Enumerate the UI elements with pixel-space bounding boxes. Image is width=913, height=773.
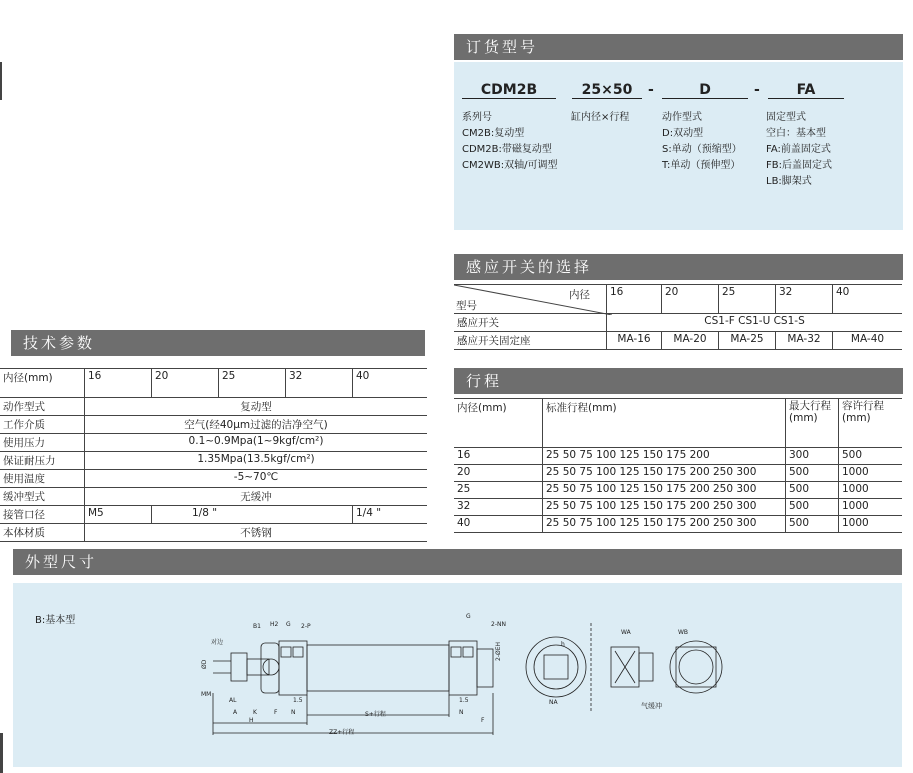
dim-label-f: F bbox=[274, 709, 278, 716]
dim-label-b1: B1 bbox=[253, 623, 261, 630]
dim-label-2p: 2-P bbox=[301, 623, 311, 630]
left-edge-mark-top bbox=[0, 62, 2, 100]
stroke-head-bore: 内径(mm) bbox=[454, 399, 543, 448]
tech-row-label: 缓冲型式 bbox=[0, 488, 85, 506]
tech-row-value: 无缓冲 bbox=[85, 488, 428, 506]
stroke-std: 25 50 75 100 125 150 175 200 bbox=[543, 448, 786, 465]
dim-label-a: A bbox=[233, 709, 238, 716]
stroke-max: 300 bbox=[786, 448, 839, 465]
order-code-size: 25×50 bbox=[572, 82, 642, 99]
stroke-std: 25 50 75 100 125 150 175 200 250 300 bbox=[543, 499, 786, 516]
sensor-section-header: 感应开关的选择 bbox=[454, 254, 903, 280]
tech-size-25: 25 bbox=[219, 369, 286, 398]
stroke-allow: 1000 bbox=[839, 499, 903, 516]
dim-label-h: H bbox=[249, 717, 254, 724]
order-series-notes: 系列号 CM2B:复动型 CDM2B:带磁复动型 CM2WB:双轴/可调型 bbox=[462, 112, 558, 171]
front-view-outer bbox=[526, 637, 586, 697]
stroke-bore: 32 bbox=[454, 499, 543, 516]
dim-label-k: K bbox=[253, 709, 257, 716]
tech-port-14: 1/4 " bbox=[353, 506, 428, 524]
sensor-size-20: 20 bbox=[662, 285, 719, 314]
dims-type-label: B:基本型 bbox=[35, 615, 76, 626]
stroke-max: 500 bbox=[786, 482, 839, 499]
tech-size-40: 40 bbox=[353, 369, 428, 398]
sensor-row1-label: 感应开关 bbox=[454, 314, 607, 332]
sensor-size-40: 40 bbox=[833, 285, 903, 314]
stroke-allow: 500 bbox=[839, 448, 903, 465]
tech-port-label: 接管口径 bbox=[0, 506, 85, 524]
stroke-head-allow: 容许行程(mm) bbox=[839, 399, 903, 448]
dim-label-g: G bbox=[286, 621, 291, 628]
dims-section-header: 外型尺寸 bbox=[13, 549, 902, 575]
order-code-action: D bbox=[662, 82, 748, 99]
stroke-std: 25 50 75 100 125 150 175 200 250 300 bbox=[543, 516, 786, 533]
front-port bbox=[281, 647, 291, 657]
rear-port bbox=[463, 647, 473, 657]
stroke-head-max: 最大行程(mm) bbox=[786, 399, 839, 448]
rear-view-outer bbox=[670, 641, 722, 693]
stroke-max: 500 bbox=[786, 499, 839, 516]
side-view-boss bbox=[639, 653, 653, 681]
tech-material-label: 本体材质 bbox=[0, 524, 85, 542]
rod-nut bbox=[231, 653, 247, 681]
order-mount-notes: 固定型式 空白：基本型 FA:前盖固定式 FB:后盖固定式 LB:脚架式 bbox=[766, 112, 832, 187]
stroke-allow: 1000 bbox=[839, 482, 903, 499]
rear-boss bbox=[477, 649, 493, 687]
stroke-bore: 16 bbox=[454, 448, 543, 465]
dim-label-air-cushion: 气缓冲 bbox=[641, 702, 662, 710]
dim-label-1-5-rear: 1.5 bbox=[459, 697, 469, 704]
dim-label-flats: 对边 bbox=[211, 639, 224, 646]
table-row bbox=[454, 516, 902, 533]
dim-label-2eh: 2-ØEH bbox=[495, 641, 502, 661]
tech-table bbox=[0, 368, 427, 542]
tech-row-value: 空气(经40μm过滤的洁净空气) bbox=[85, 416, 428, 434]
rear-view-hex bbox=[676, 647, 716, 687]
stroke-max: 500 bbox=[786, 465, 839, 482]
dim-label-1-5-front: 1.5 bbox=[293, 697, 303, 704]
stroke-head-std: 标准行程(mm) bbox=[543, 399, 786, 448]
tech-size-32: 32 bbox=[286, 369, 353, 398]
dims-panel bbox=[13, 583, 902, 767]
rear-view-inner bbox=[679, 650, 713, 684]
sensor-mount-32: MA-32 bbox=[776, 332, 833, 350]
table-row bbox=[454, 499, 902, 516]
order-size-notes: 缸内径×行程 bbox=[571, 112, 630, 123]
order-code-panel bbox=[454, 62, 903, 230]
sensor-diag-bottom: 型号 bbox=[456, 300, 477, 312]
stroke-table bbox=[454, 398, 902, 533]
dim-label-f-rear: F bbox=[481, 717, 485, 724]
dim-label-h-small: h bbox=[561, 641, 565, 648]
tech-row-label: 动作型式 bbox=[0, 398, 85, 416]
dim-label-d: ØD bbox=[201, 659, 208, 669]
front-view-inner bbox=[534, 645, 578, 689]
rod-pin bbox=[263, 659, 279, 675]
sensor-diag-top: 内径 bbox=[569, 289, 590, 301]
dim-label-wa: WA bbox=[621, 629, 631, 636]
tech-port-18: 1/8 " bbox=[152, 506, 353, 524]
tech-row-value: 1.35Mpa(13.5kgf/cm²) bbox=[85, 452, 428, 470]
dim-label-h2: H2 bbox=[270, 621, 279, 628]
dim-label-n-rear: N bbox=[459, 709, 464, 716]
table-row bbox=[454, 448, 902, 465]
table-row bbox=[454, 482, 902, 499]
stroke-allow: 1000 bbox=[839, 465, 903, 482]
stroke-std: 25 50 75 100 125 150 175 200 250 300 bbox=[543, 482, 786, 499]
tech-size-16: 16 bbox=[85, 369, 152, 398]
tech-size-20: 20 bbox=[152, 369, 219, 398]
sensor-size-32: 32 bbox=[776, 285, 833, 314]
stroke-section-header: 行程 bbox=[454, 368, 903, 394]
order-section-header: 订货型号 bbox=[454, 34, 903, 60]
sensor-row1-value: CS1-F CS1-U CS1-S bbox=[607, 314, 903, 332]
dim-label-s: S+行程 bbox=[365, 711, 386, 718]
sensor-mount-25: MA-25 bbox=[719, 332, 776, 350]
dim-label-mm: MM bbox=[201, 691, 212, 698]
sensor-diag-cell bbox=[454, 285, 607, 314]
stroke-bore: 20 bbox=[454, 465, 543, 482]
tech-row-value: 0.1~0.9Mpa(1~9kgf/cm²) bbox=[85, 434, 428, 452]
tech-row-label: 保证耐压力 bbox=[0, 452, 85, 470]
sensor-size-16: 16 bbox=[607, 285, 662, 314]
order-dash-1: - bbox=[648, 82, 654, 98]
tech-row-label: 使用温度 bbox=[0, 470, 85, 488]
stroke-bore: 25 bbox=[454, 482, 543, 499]
tech-port-m5: M5 bbox=[85, 506, 152, 524]
dim-label-zz: ZZ+行程 bbox=[329, 729, 355, 736]
dim-label-g-rear: G bbox=[466, 613, 471, 620]
dim-label-wb: WB bbox=[678, 629, 689, 636]
rod-bushing bbox=[261, 643, 279, 693]
stroke-max: 500 bbox=[786, 516, 839, 533]
sensor-size-25: 25 bbox=[719, 285, 776, 314]
order-code-mount: FA bbox=[768, 82, 844, 99]
stroke-allow: 1000 bbox=[839, 516, 903, 533]
sensor-mount-40: MA-40 bbox=[833, 332, 903, 350]
cylinder-barrel bbox=[307, 645, 449, 691]
table-row bbox=[454, 465, 902, 482]
order-dash-2: - bbox=[754, 82, 760, 98]
order-action-notes: 动作型式 D:双动型 S:单动（预缩型） T:单动（预伸型） bbox=[662, 112, 742, 171]
sensor-mount-16: MA-16 bbox=[607, 332, 662, 350]
front-view-hex bbox=[544, 655, 568, 679]
sensor-mount-20: MA-20 bbox=[662, 332, 719, 350]
tech-material-value: 不锈钢 bbox=[85, 524, 428, 542]
left-edge-mark-bottom bbox=[0, 733, 3, 773]
tech-row-value: 复动型 bbox=[85, 398, 428, 416]
sensor-row2-label: 感应开关固定座 bbox=[454, 332, 607, 350]
cylinder-drawing bbox=[13, 583, 902, 767]
tech-row-label: 使用压力 bbox=[0, 434, 85, 452]
dim-label-2nn: 2-NN bbox=[491, 621, 506, 628]
rear-port bbox=[451, 647, 461, 657]
tech-head-label: 内径(mm) bbox=[0, 369, 85, 398]
stroke-std: 25 50 75 100 125 150 175 200 250 300 bbox=[543, 465, 786, 482]
stroke-bore: 40 bbox=[454, 516, 543, 533]
tech-row-label: 工作介质 bbox=[0, 416, 85, 434]
dim-label-al: AL bbox=[229, 697, 237, 704]
tech-row-value: -5~70℃ bbox=[85, 470, 428, 488]
dim-label-na: NA bbox=[549, 699, 558, 706]
order-code-series: CDM2B bbox=[462, 82, 556, 99]
front-port bbox=[293, 647, 303, 657]
tech-section-header: 技术参数 bbox=[11, 330, 425, 356]
dim-label-n: N bbox=[291, 709, 296, 716]
sensor-table bbox=[454, 284, 902, 350]
